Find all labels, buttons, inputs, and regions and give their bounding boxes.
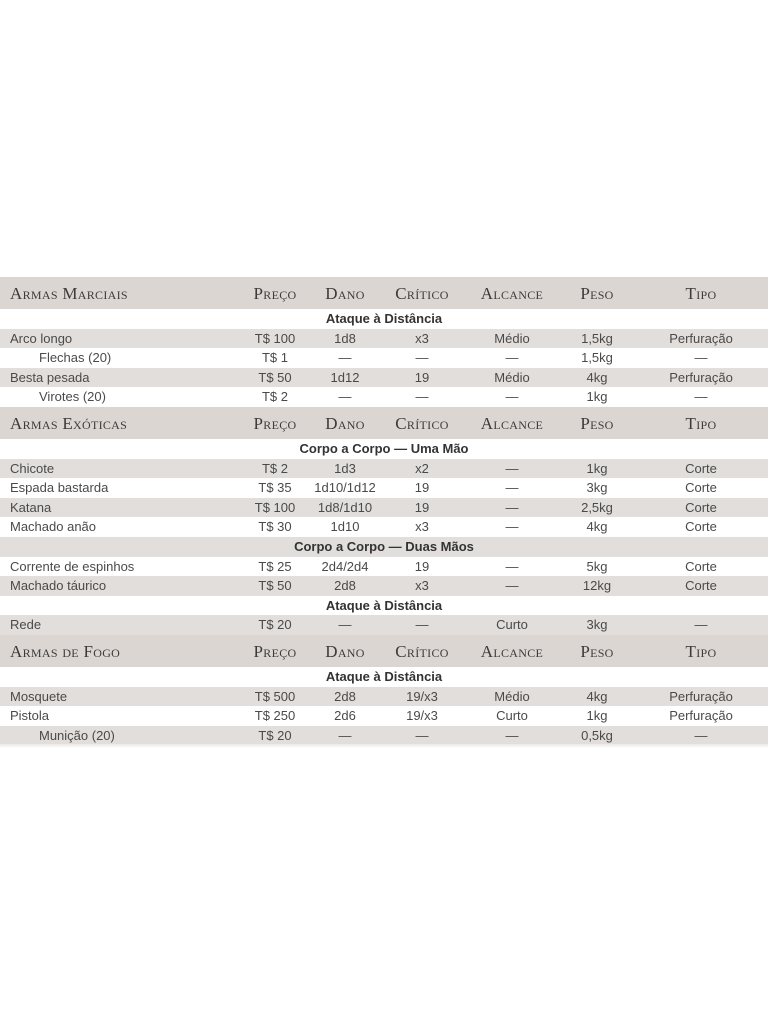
section-title: Armas Exóticas bbox=[10, 413, 128, 433]
cell-range: Médio bbox=[494, 330, 530, 346]
table-row bbox=[0, 368, 768, 388]
cell-type: Perfuração bbox=[669, 369, 733, 385]
cell-type: Perfuração bbox=[669, 708, 733, 724]
cell-damage: 1d8 bbox=[334, 330, 356, 346]
column-header-type: Tipo bbox=[685, 641, 717, 661]
cell-range: — bbox=[505, 389, 519, 405]
page-bottom-edge bbox=[0, 744, 768, 748]
section-header bbox=[0, 407, 768, 439]
cell-weight: 1,5kg bbox=[581, 350, 613, 366]
column-header-range: Alcance bbox=[480, 284, 544, 303]
weapon-name: Pistola bbox=[10, 708, 50, 724]
cell-weight: 0,5kg bbox=[581, 727, 613, 743]
column-header-damage: Dano bbox=[325, 413, 365, 433]
column-header-range: Alcance bbox=[480, 413, 544, 433]
cell-damage: 1d8/1d10 bbox=[317, 499, 373, 515]
cell-range: Curto bbox=[496, 708, 528, 724]
cell-critical: 19 bbox=[414, 499, 430, 515]
weapon-name: Espada bastarda bbox=[10, 480, 109, 496]
cell-weight: 4kg bbox=[586, 369, 608, 385]
weapon-name: Machado anão bbox=[10, 519, 97, 535]
cell-critical: x3 bbox=[415, 330, 429, 346]
cell-critical: 19 bbox=[414, 558, 430, 574]
cell-damage: 2d4/2d4 bbox=[321, 558, 369, 574]
cell-weight: 5kg bbox=[586, 558, 608, 574]
weapon-name: Flechas (20) bbox=[39, 350, 112, 366]
cell-price: T$ 20 bbox=[258, 617, 292, 633]
section-header bbox=[0, 635, 768, 667]
cell-critical: x3 bbox=[415, 578, 429, 594]
section-title: Armas de Fogo bbox=[10, 641, 121, 661]
group-subheader: Corpo a Corpo — Uma Mão bbox=[0, 439, 768, 459]
table-row bbox=[0, 576, 768, 596]
cell-critical: 19/x3 bbox=[406, 708, 438, 724]
cell-critical: 19 bbox=[414, 369, 430, 385]
table-row bbox=[0, 706, 768, 726]
cell-price: T$ 50 bbox=[258, 578, 292, 594]
group-subheader: Ataque à Distância bbox=[0, 309, 768, 329]
group-subheader: Ataque à Distância bbox=[0, 596, 768, 616]
table-row bbox=[0, 478, 768, 498]
cell-price: T$ 35 bbox=[258, 480, 292, 496]
cell-type: — bbox=[694, 617, 708, 633]
table-row bbox=[0, 348, 768, 368]
cell-type: — bbox=[694, 727, 708, 743]
table-row bbox=[0, 557, 768, 577]
section-header bbox=[0, 277, 768, 309]
cell-type: Corte bbox=[685, 578, 717, 594]
column-header-weight: Peso bbox=[580, 284, 614, 303]
cell-type: Perfuração bbox=[669, 688, 733, 704]
table-row bbox=[0, 387, 768, 407]
weapon-name: Machado táurico bbox=[10, 578, 107, 594]
cell-critical: — bbox=[415, 350, 429, 366]
column-header-type: Tipo bbox=[685, 413, 717, 433]
cell-damage: 1d3 bbox=[334, 460, 356, 476]
column-header-damage: Dano bbox=[325, 641, 365, 661]
weapon-name: Arco longo bbox=[10, 330, 73, 346]
weapon-name: Munição (20) bbox=[39, 727, 115, 743]
section-title: Armas Marciais bbox=[10, 284, 128, 303]
cell-weight: 3kg bbox=[586, 617, 608, 633]
cell-critical: — bbox=[415, 617, 429, 633]
weapon-name: Chicote bbox=[10, 460, 55, 476]
table-row bbox=[0, 726, 768, 746]
cell-critical: — bbox=[415, 389, 429, 405]
weapon-name: Mosquete bbox=[10, 688, 68, 704]
weapon-name: Virotes (20) bbox=[39, 389, 106, 405]
cell-price: T$ 100 bbox=[254, 499, 296, 515]
cell-weight: 12kg bbox=[582, 578, 612, 594]
cell-critical: x3 bbox=[415, 519, 429, 535]
column-header-damage: Dano bbox=[325, 284, 365, 303]
column-header-type: Tipo bbox=[685, 284, 717, 303]
column-header-price: Preço bbox=[253, 284, 297, 303]
cell-weight: 1kg bbox=[586, 708, 608, 724]
cell-range: — bbox=[505, 350, 519, 366]
group-subheader: Ataque à Distância bbox=[0, 667, 768, 687]
column-header-critical: Crítico bbox=[395, 284, 449, 303]
cell-range: Médio bbox=[494, 369, 530, 385]
cell-type: Corte bbox=[685, 558, 717, 574]
cell-price: T$ 30 bbox=[258, 519, 292, 535]
cell-range: — bbox=[505, 519, 519, 535]
column-header-weight: Peso bbox=[580, 413, 614, 433]
cell-weight: 1kg bbox=[586, 389, 608, 405]
cell-price: T$ 20 bbox=[258, 727, 292, 743]
cell-damage: 2d8 bbox=[334, 688, 356, 704]
cell-critical: x2 bbox=[415, 460, 429, 476]
weapon-name: Katana bbox=[10, 499, 52, 515]
cell-weight: 1,5kg bbox=[581, 330, 613, 346]
table-row bbox=[0, 517, 768, 537]
cell-type: — bbox=[694, 350, 708, 366]
cell-price: T$ 1 bbox=[261, 350, 288, 366]
cell-weight: 1kg bbox=[586, 460, 608, 476]
cell-range: — bbox=[505, 727, 519, 743]
column-header-price: Preço bbox=[253, 413, 297, 433]
cell-type: — bbox=[694, 389, 708, 405]
cell-price: T$ 500 bbox=[254, 688, 296, 704]
table-row bbox=[0, 459, 768, 479]
cell-range: — bbox=[505, 578, 519, 594]
cell-critical: 19 bbox=[414, 480, 430, 496]
cell-damage: 1d12 bbox=[330, 369, 360, 385]
cell-critical: 19/x3 bbox=[406, 688, 438, 704]
cell-damage: 2d6 bbox=[334, 708, 356, 724]
column-header-critical: Crítico bbox=[395, 413, 449, 433]
column-header-weight: Peso bbox=[580, 641, 614, 661]
cell-damage: 1d10 bbox=[330, 519, 360, 535]
weapon-name: Rede bbox=[10, 617, 42, 633]
cell-price: T$ 2 bbox=[261, 460, 288, 476]
cell-range: Curto bbox=[496, 617, 528, 633]
cell-weight: 2,5kg bbox=[581, 499, 613, 515]
cell-type: Corte bbox=[685, 499, 717, 515]
cell-damage: 1d10/1d12 bbox=[314, 480, 376, 496]
cell-type: Corte bbox=[685, 480, 717, 496]
group-subheader: Corpo a Corpo — Duas Mãos bbox=[0, 537, 768, 557]
weapon-name: Besta pesada bbox=[10, 369, 90, 385]
column-header-price: Preço bbox=[253, 641, 297, 661]
cell-range: — bbox=[505, 460, 519, 476]
cell-price: T$ 100 bbox=[254, 330, 296, 346]
weapons-table bbox=[0, 277, 768, 745]
cell-weight: 3kg bbox=[586, 480, 608, 496]
cell-type: Corte bbox=[685, 519, 717, 535]
cell-damage: — bbox=[338, 389, 352, 405]
column-header-range: Alcance bbox=[480, 641, 544, 661]
cell-damage: — bbox=[338, 727, 352, 743]
cell-price: T$ 250 bbox=[254, 708, 296, 724]
table-row bbox=[0, 498, 768, 518]
table-row bbox=[0, 329, 768, 349]
column-header-critical: Crítico bbox=[395, 641, 449, 661]
cell-range: — bbox=[505, 499, 519, 515]
cell-damage: — bbox=[338, 350, 352, 366]
cell-price: T$ 50 bbox=[258, 369, 292, 385]
cell-price: T$ 2 bbox=[261, 389, 288, 405]
cell-critical: — bbox=[415, 727, 429, 743]
cell-damage: — bbox=[338, 617, 352, 633]
cell-range: Médio bbox=[494, 688, 530, 704]
cell-price: T$ 25 bbox=[258, 558, 292, 574]
cell-damage: 2d8 bbox=[334, 578, 356, 594]
table-row bbox=[0, 615, 768, 635]
weapon-name: Corrente de espinhos bbox=[10, 558, 135, 574]
cell-range: — bbox=[505, 480, 519, 496]
cell-range: — bbox=[505, 558, 519, 574]
cell-type: Corte bbox=[685, 460, 717, 476]
table-row bbox=[0, 687, 768, 707]
cell-weight: 4kg bbox=[586, 519, 608, 535]
cell-type: Perfuração bbox=[669, 330, 733, 346]
cell-weight: 4kg bbox=[586, 688, 608, 704]
